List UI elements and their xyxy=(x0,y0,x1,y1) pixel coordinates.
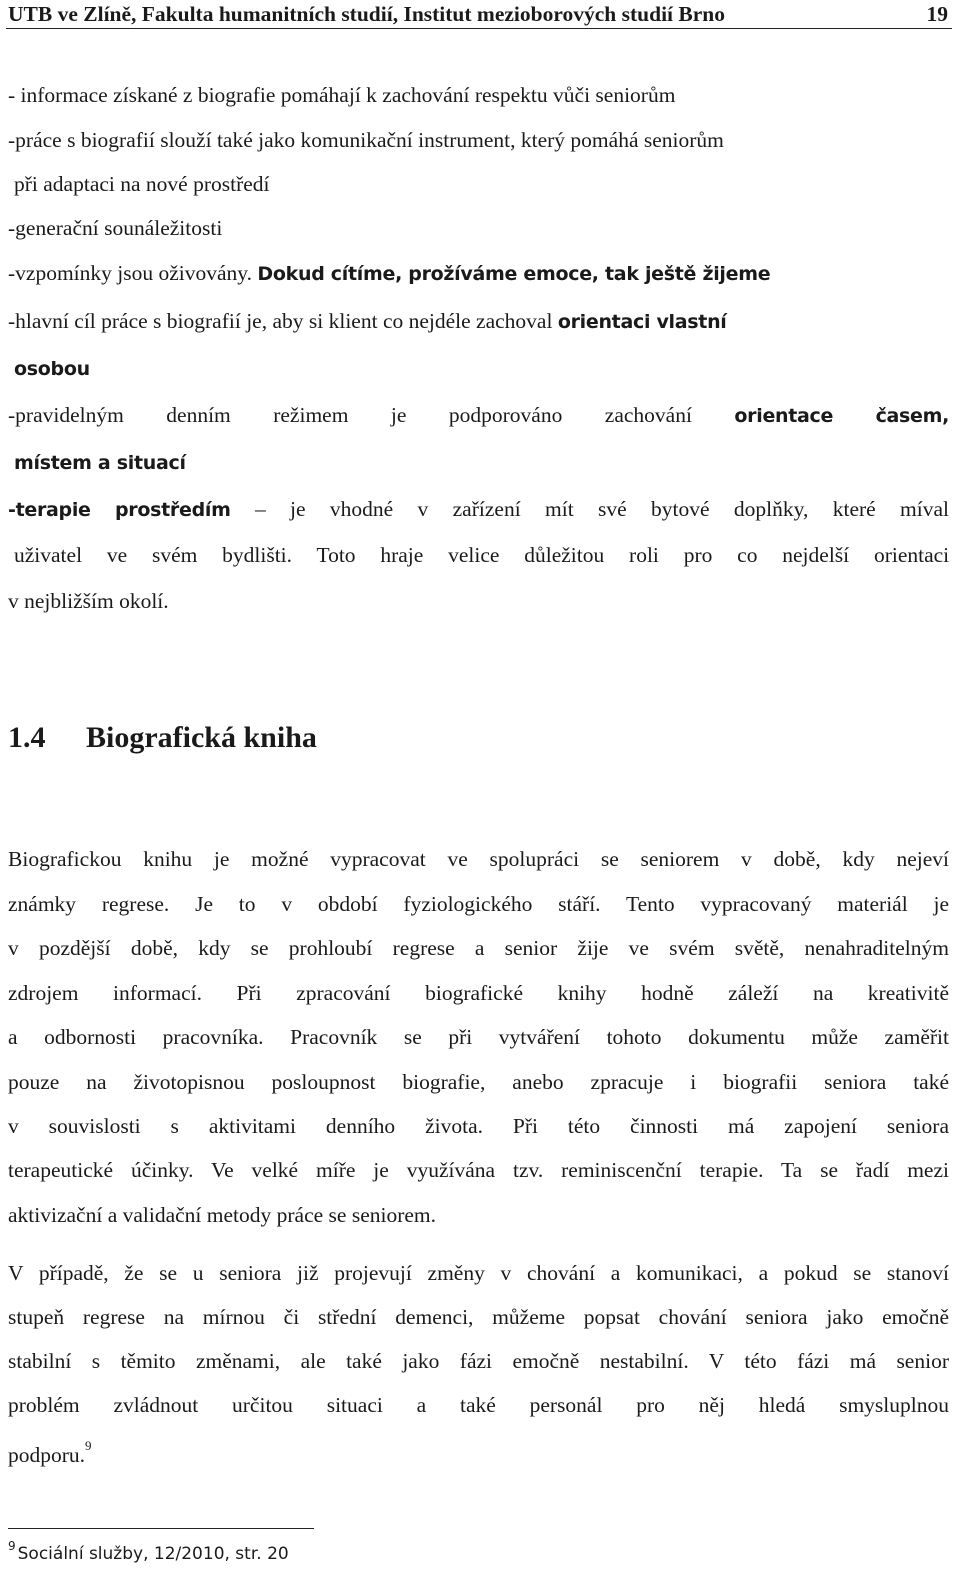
word: je xyxy=(390,403,407,427)
paragraph-line: stupeň regrese na mírnou či střední demenci, můžeme popsat chování seniora jako emočně xyxy=(8,1305,949,1329)
paragraph-line: terapeutické účinky. Ve velké míře je využívána tzv. reminiscenční terapie. Ta se řadí mezi xyxy=(8,1158,949,1182)
footnote-text: Sociální služby, 12/2010, str. 20 xyxy=(17,1544,289,1564)
word: -pravidelným xyxy=(8,403,124,427)
paragraph-line: stabilní s těmito změnami, ale také jako fázi emočně nestabilní. V této fázi má senior xyxy=(8,1349,949,1373)
footnote-separator xyxy=(8,1528,314,1529)
list-item: - informace získané z biografie pomáhají k zachování respektu vůči seniorům xyxy=(8,83,676,107)
footnote xyxy=(8,1540,289,1569)
page-number: 19 xyxy=(926,2,948,26)
list-item-text: -hlavní cíl práce s biografií je, aby si klient co nejdéle zachoval xyxy=(8,309,553,333)
word: orientaci xyxy=(873,543,950,567)
list-item-continuation xyxy=(14,542,949,568)
footnote-mark: 9 xyxy=(8,1539,16,1553)
list-item-continuation xyxy=(14,449,186,476)
paragraph-line: v pozdější době, kdy se prohloubí regrese a senior žije ve svém světě, nenahraditelným xyxy=(8,936,949,960)
section-number: 1.4 xyxy=(8,721,46,754)
word: roli xyxy=(629,543,659,567)
word: v zařízení xyxy=(417,497,521,521)
emphasis-text: -terapie xyxy=(8,499,91,521)
emphasis-text: prostředím xyxy=(115,499,231,521)
word: své xyxy=(598,497,627,521)
section-heading xyxy=(8,720,317,756)
word: velice xyxy=(448,543,500,567)
paragraph-line: aktivizační a validační metody práce se seniorem. xyxy=(8,1203,437,1227)
paragraph-line: zdrojem informací. Při zpracování biografické knihy hodně záleží na kreativitě xyxy=(8,981,949,1005)
list-item: -práce s biografií slouží také jako komunikační instrument, který pomáhá seniorům xyxy=(8,128,724,152)
word: nejdelší xyxy=(782,543,850,567)
emphasis-text: místem a situací xyxy=(14,452,186,474)
emphasis-text: orientace xyxy=(734,405,834,427)
word: Toto xyxy=(316,543,356,567)
paragraph-line: problém zvládnout určitou situaci a také personál pro něj hledá smysluplnou xyxy=(8,1393,949,1417)
word: které xyxy=(832,497,876,521)
header-title: UTB ve Zlíně, Fakulta humanitních studií, Institut mezioborových studií Brno xyxy=(8,2,725,26)
paragraph-line xyxy=(8,1437,92,1468)
paragraph-text: podporu. xyxy=(8,1443,86,1468)
word: doplňky, xyxy=(733,497,809,521)
dash: – xyxy=(254,497,266,521)
paragraph-line: pouze na životopisnou posloupnost biografie, anebo zpracuje i biografii seniora také xyxy=(8,1070,949,1094)
list-item xyxy=(8,496,949,523)
word: bydlišti. xyxy=(222,543,293,567)
word: míval xyxy=(900,497,949,521)
word: svém xyxy=(151,543,198,567)
list-item: -generační sounáležitosti xyxy=(8,216,223,240)
page-header xyxy=(6,0,952,29)
word: pro xyxy=(683,543,713,567)
word: uživatel xyxy=(14,543,83,567)
emphasis-text: časem, xyxy=(875,405,950,427)
word: podporováno xyxy=(448,403,563,427)
word: režimem xyxy=(273,403,349,427)
list-item-text: -vzpomínky jsou oživovány. xyxy=(8,261,253,285)
word: důležitou xyxy=(524,543,605,567)
word: ve xyxy=(106,543,128,567)
paragraph-line: a odbornosti pracovníka. Pracovník se při vytváření tohoto dokumentu může zaměřit xyxy=(8,1025,949,1049)
word: vhodné xyxy=(329,497,394,521)
emphasis-text: orientaci vlastní xyxy=(557,311,727,333)
list-item xyxy=(8,260,770,287)
paragraph-line: známky regrese. Je to v období fyziologického stáří. Tento vypracovaný materiál je xyxy=(8,892,949,916)
word: co xyxy=(737,543,758,567)
list-item-continuation: v nejbližším okolí. xyxy=(8,589,169,613)
word: hraje xyxy=(380,543,424,567)
footnote-reference: 9 xyxy=(85,1438,92,1453)
section-title: Biografická kniha xyxy=(86,721,317,754)
paragraph-line: V případě, že se u seniora již projevují změny v chování a komunikaci, a pokud se stanoví xyxy=(8,1261,949,1285)
paragraph-line: Biografickou knihu je možné vypracovat ve spolupráci se seniorem v době, kdy nejeví xyxy=(8,847,949,871)
paragraph-line: v souvislosti s aktivitami denního života. Při této činnosti má zapojení seniora xyxy=(8,1114,949,1138)
word: je xyxy=(290,497,306,521)
word: mít xyxy=(545,497,574,521)
list-item-continuation: při adaptaci na nové prostředí xyxy=(14,172,270,196)
emphasis-text: osobou xyxy=(14,358,90,380)
word: zachování xyxy=(604,403,692,427)
emphasis-text: Dokud cítíme, prožíváme emoce, tak ještě žijeme xyxy=(257,263,771,285)
list-item xyxy=(8,402,949,429)
word: bytové xyxy=(651,497,710,521)
list-item xyxy=(8,308,727,335)
list-item-continuation xyxy=(14,355,90,382)
word: denním xyxy=(166,403,231,427)
